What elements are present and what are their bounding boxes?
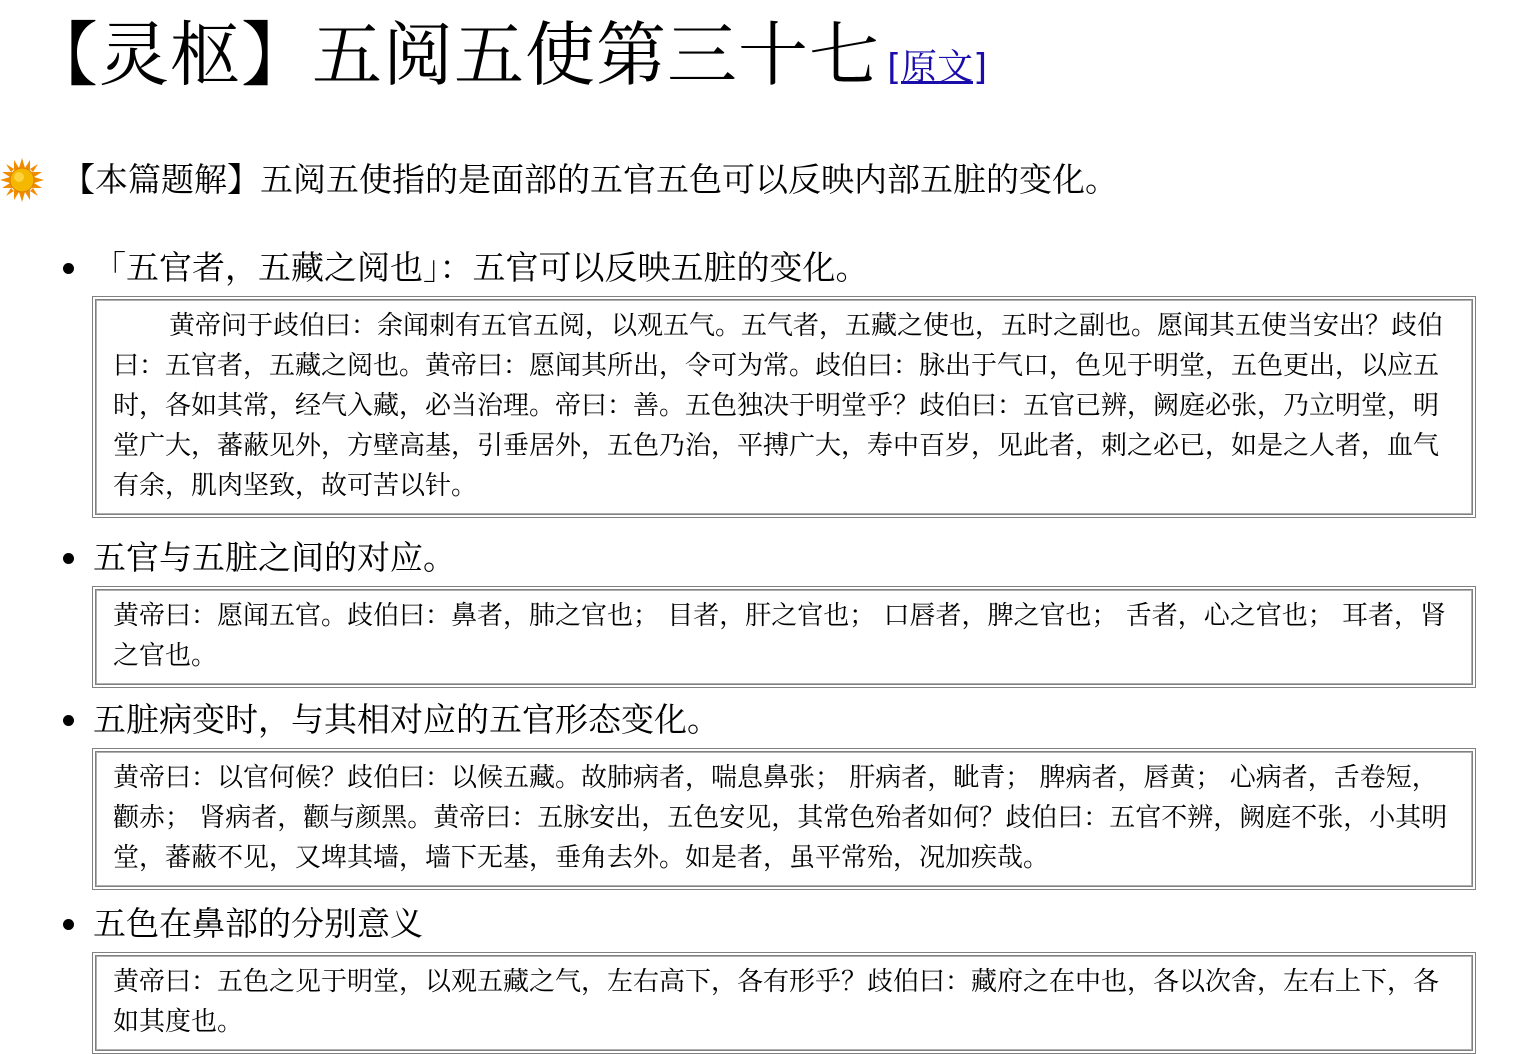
section-heading bbox=[60, 530, 1480, 586]
bullet-icon bbox=[63, 715, 74, 726]
quote-box bbox=[92, 296, 1476, 518]
quote-box bbox=[92, 586, 1476, 688]
quote-text: 黄帝问于歧伯曰：余闻刺有五官五阅，以观五气。五气者，五藏之使也，五时之副也。愿闻其五使当安出？歧伯曰：五官者，五藏之阅也。黄帝曰：愿闻其所出，令可为常。歧伯曰：脉出于气口，色见于明堂，五色更出，以应五时，各如其常，经气入藏，必当治理。帝曰：善。五色独决于明堂乎？歧伯曰：五官已辨，阙庭必张，乃立明堂，明堂广大，蕃蔽见外，方壁高基，引垂居外，五色乃治，平搏广大，寿中百岁，见此者，刺之必已，如是之人者，血气有余，肌肉坚致，故可苦以针。 bbox=[113, 311, 1444, 501]
section-item bbox=[60, 692, 1480, 890]
bullet-icon bbox=[63, 263, 74, 274]
bullet-icon bbox=[63, 553, 74, 564]
bullet-icon bbox=[63, 919, 74, 930]
section-heading-text: 五脏病变时，与其相对应的五官形态变化。 bbox=[93, 700, 720, 739]
section-item bbox=[60, 896, 1480, 1054]
section-item bbox=[60, 240, 1480, 518]
quote-box bbox=[92, 952, 1476, 1054]
section-heading bbox=[60, 896, 1480, 952]
sections-list bbox=[60, 240, 1480, 1054]
original-text-link[interactable]: [原文] bbox=[887, 47, 988, 88]
section-heading bbox=[60, 692, 1480, 748]
section-item bbox=[60, 530, 1480, 688]
quote-text: 黄帝曰：愿闻五官。歧伯曰：鼻者，肺之官也； 目者，肝之官也； 口唇者，脾之官也； 舌者，心之官也； 耳者，肾之官也。 bbox=[113, 601, 1447, 671]
quote-text: 黄帝曰：五色之见于明堂，以观五藏之气，左右高下，各有形乎？歧伯曰：藏府之在中也，各以次舍，左右上下，各如其度也。 bbox=[113, 967, 1440, 1037]
sun-icon bbox=[0, 158, 44, 202]
page-header bbox=[28, 10, 987, 100]
section-heading bbox=[60, 240, 1480, 296]
original-text-link-wrapper bbox=[887, 47, 987, 88]
page-title: 【灵枢】五阅五使第三十七 bbox=[28, 14, 880, 96]
intro-row bbox=[0, 152, 1118, 208]
section-heading-text: 五色在鼻部的分别意义 bbox=[93, 904, 423, 943]
quote-text: 黄帝曰：以官何候？歧伯曰：以候五藏。故肺病者，喘息鼻张； 肝病者，眦青； 脾病者，唇黄； 心病者，舌卷短，颧赤； 肾病者，颧与颜黑。黄帝曰：五脉安出，五色安见，其常色殆者如何？歧伯曰：五官不辨，阙庭不张，小其明堂，蕃蔽不见，又埤其墙，墙下无基，垂角去外。如是者，虽平常殆，况加疾哉。 bbox=[113, 763, 1448, 873]
section-heading-text: 「五官者，五藏之阅也」：五官可以反映五脏的变化。 bbox=[93, 248, 869, 287]
quote-box bbox=[92, 748, 1476, 890]
intro-text: 【本篇题解】五阅五使指的是面部的五官五色可以反映内部五脏的变化。 bbox=[62, 160, 1118, 199]
section-heading-text: 五官与五脏之间的对应。 bbox=[93, 538, 456, 577]
